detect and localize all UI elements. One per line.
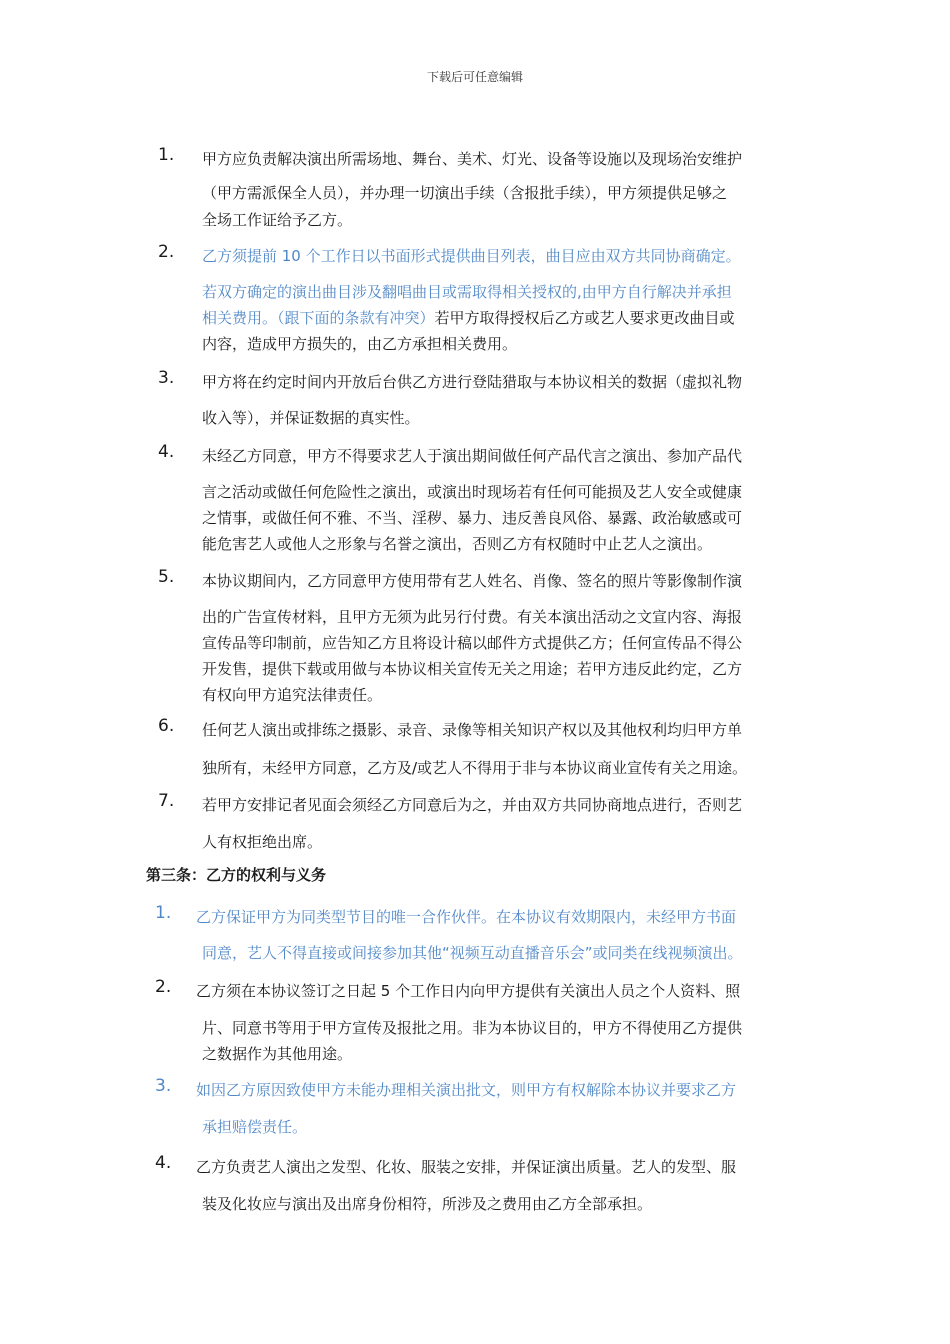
clause-text-line: 之情事，或做任何不雅、不当、淫秽、暴力、违反善良风俗、暴露、政治敏感或可 (202, 509, 743, 527)
clause-number: 1. (155, 903, 172, 923)
clause-text-line: 内容，造成甲方损失的，由乙方承担相关费用。 (202, 335, 518, 353)
page-header-note: 下载后可任意编辑 (426, 70, 523, 84)
clause-text-line: 独所有，未经甲方同意，乙方及/或艺人不得用于非与本协议商业宣传有关之用途。 (202, 759, 748, 777)
clause-text-line: 有权向甲方追究法律责任。 (202, 686, 383, 704)
clause-text-line: 乙方保证甲方为同类型节目的唯一合作伙伴。在本协议有效期限内，未经甲方书面 (196, 908, 737, 926)
clause-text-line: 之数据作为其他用途。 (202, 1045, 353, 1063)
clause-text-line: 任何艺人演出或排练之摄影、录音、录像等相关知识产权以及其他权利均归甲方单 (202, 721, 743, 739)
clause-number: 6. (158, 716, 175, 736)
clause-text-line: 若双方确定的演出曲目涉及翻唱曲目或需取得相关授权的,由甲方自行解决并承担 (202, 283, 732, 301)
clause-text-line: 全场工作证给予乙方。 (202, 211, 353, 229)
clause-number: 2. (158, 242, 175, 262)
clause-text-line: 乙方负责艺人演出之发型、化妆、服装之安排，并保证演出质量。艺人的发型、服 (196, 1158, 737, 1176)
clause-text-line (202, 311, 735, 326)
clause-text-line: 本协议期间内，乙方同意甲方使用带有艺人姓名、肖像、签名的照片等影像制作演 (202, 572, 743, 590)
clause-text-line: 人有权拒绝出席。 (202, 833, 323, 851)
clause-number: 7. (158, 791, 175, 811)
clause-text-line: 能危害艺人或他人之形象与名誉之演出，否则乙方有权随时中止艺人之演出。 (202, 535, 713, 553)
clause-text-line: （甲方需派保全人员），并办理一切演出手续（含报批手续），甲方须提供足够之 (202, 184, 728, 202)
highlighted-text: 相关费用。（跟下面的条款有冲突） (202, 309, 435, 327)
plain-text: 若甲方取得授权后乙方或艺人要求更改曲目或 (434, 309, 735, 327)
clause-text-line: 乙方须在本协议签订之日起 5 个工作日内向甲方提供有关演出人员之个人资料、照 (196, 982, 741, 1000)
clause-text-line: 甲方将在约定时间内开放后台供乙方进行登陆猎取与本协议相关的数据（虚拟礼物 (202, 373, 743, 391)
clause-number: 3. (155, 1076, 172, 1096)
clause-text-line: 若甲方安排记者见面会须经乙方同意后为之，并由双方共同协商地点进行，否则艺 (202, 796, 743, 814)
clause-text-line: 同意，艺人不得直接或间接参加其他“视频互动直播音乐会”或同类在线视频演出。 (202, 944, 743, 962)
section-heading: 第三条：乙方的权利与义务 (146, 866, 327, 884)
clause-text-line: 乙方须提前 10 个工作日以书面形式提供曲目列表，曲目应由双方共同协商确定。 (202, 247, 741, 265)
clause-text-line: 收入等），并保证数据的真实性。 (202, 409, 420, 427)
clause-number: 4. (155, 1153, 172, 1173)
clause-text-line: 未经乙方同意，甲方不得要求艺人于演出期间做任何产品代言之演出、参加产品代 (202, 447, 743, 465)
clause-text-line: 承担赔偿责任。 (202, 1118, 308, 1136)
clause-text-line: 开发售，提供下载或用做与本协议相关宣传无关之用途；若甲方违反此约定，乙方 (202, 660, 743, 678)
clause-text-line: 宣传品等印制前，应告知乙方且将设计稿以邮件方式提供乙方；任何宣传品不得公 (202, 634, 743, 652)
clause-number: 1. (158, 145, 175, 165)
clause-text-line: 片、同意书等用于甲方宣传及报批之用。非为本协议目的，甲方不得使用乙方提供 (202, 1019, 743, 1037)
clause-number: 4. (158, 442, 175, 462)
clause-number: 2. (155, 977, 172, 997)
clause-number: 3. (158, 368, 175, 388)
clause-text-line: 如因乙方原因致使甲方未能办理相关演出批文，则甲方有权解除本协议并要求乙方 (196, 1081, 737, 1099)
clause-number: 5. (158, 567, 175, 587)
clause-text-line: 装及化妆应与演出及出席身份相符，所涉及之费用由乙方全部承担。 (202, 1195, 653, 1213)
clause-text-line: 甲方应负责解决演出所需场地、舞台、美术、灯光、设备等设施以及现场治安维护 (202, 150, 743, 168)
clause-text-line: 言之活动或做任何危险性之演出，或演出时现场若有任何可能损及艺人安全或健康 (202, 483, 743, 501)
clause-text-line: 出的广告宣传材料，且甲方无须为此另行付费。有关本演出活动之文宣内容、海报 (202, 608, 743, 626)
